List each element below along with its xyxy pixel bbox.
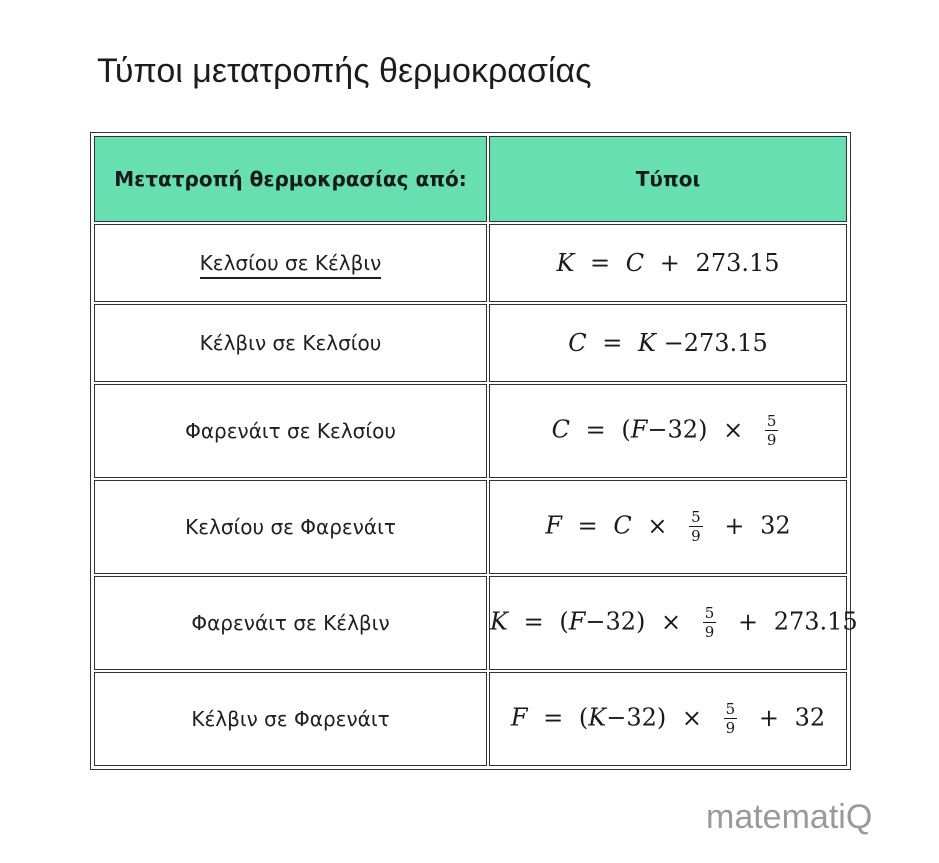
table-row [94, 480, 847, 574]
formula-term: 273.15 [773, 607, 858, 636]
column-header-conversion: Μετατροπή θερμοκρασίας από: [94, 136, 487, 222]
formula-operator: = [590, 249, 611, 278]
formula-variable: F [630, 415, 648, 444]
formula-term: 273.15 [683, 329, 768, 358]
row-label-cell: Φαρενάιτ σε Κέλβιν [94, 576, 487, 670]
formula-operator: = [602, 329, 623, 358]
table-row [94, 384, 847, 478]
formula-operator: × [647, 511, 668, 540]
page-title: Τύποι μετατροπής θερμοκρασίας [97, 52, 592, 90]
table-row [94, 224, 847, 302]
formula-term: − [647, 415, 668, 444]
formula-term: 273.15 [695, 249, 780, 278]
formula-operator: + [758, 703, 779, 732]
formula-cell [489, 304, 847, 382]
formula-term: ( [559, 607, 569, 636]
formula-term: − [663, 329, 684, 358]
formula-term: ) [698, 415, 708, 444]
formula-operator: = [585, 415, 606, 444]
formula-term: ) [636, 607, 646, 636]
fraction: $\frac{5}{9}$ [691, 508, 701, 546]
row-label-cell: Κέλβιν σε Κελσίου [94, 304, 487, 382]
table-header-row [94, 136, 847, 222]
row-label-cell [94, 224, 487, 302]
table-row [94, 576, 847, 670]
formula-term: ) [656, 703, 667, 732]
formula-term: 32 [626, 703, 657, 732]
formula-operator: + [659, 249, 680, 278]
celsius-to-kelvin-link[interactable]: Κελσίου σε Κέλβιν [200, 251, 382, 279]
formula-term: − [585, 607, 606, 636]
formula-cell [489, 480, 847, 574]
formula-variable: F [568, 607, 586, 636]
conversion-table [90, 132, 858, 770]
formula-term: 32 [605, 607, 637, 636]
formula-variable: K [588, 703, 607, 732]
formula-cell [489, 224, 847, 302]
table-row [94, 672, 847, 766]
table-row [94, 304, 847, 382]
formula-cell [489, 576, 858, 670]
formula-term: 32 [794, 703, 826, 732]
formula-variable: F [545, 511, 562, 540]
formula-variable: C [613, 511, 632, 540]
row-label-cell: Κέλβιν σε Φαρενάιτ [94, 672, 487, 766]
formula-cell [489, 672, 847, 766]
formula-variable: K [556, 249, 575, 278]
formula-variable: F [510, 703, 528, 732]
fraction: $\frac{5}{9}$ [766, 412, 777, 450]
formula-cell [489, 384, 847, 478]
formula-operator: × [681, 703, 702, 732]
row-label-cell: Φαρενάιτ σε Κελσίου [94, 384, 487, 478]
formula-term: ( [578, 703, 589, 732]
row-label-cell: Κελσίου σε Φαρενάιτ [94, 480, 487, 574]
formula-term: ( [621, 415, 631, 444]
formula-operator: = [577, 511, 598, 540]
formula-operator: × [723, 415, 744, 444]
formula-operator: = [543, 703, 564, 732]
formula-operator: + [724, 511, 745, 540]
formula-variable: K [638, 329, 656, 358]
brand-watermark: matematiQ [706, 798, 873, 836]
formula-variable: C [625, 249, 645, 278]
column-header-formulas: Τύποι [489, 136, 847, 222]
formula-term: 32 [667, 415, 699, 444]
formula-operator: = [523, 607, 544, 636]
formula-term: 32 [760, 511, 791, 540]
formula-operator: × [661, 607, 682, 636]
formula-term: − [606, 703, 627, 732]
formula-variable: C [568, 329, 587, 358]
formula-operator: + [737, 607, 759, 636]
formula-variable: K [490, 607, 508, 636]
formula-variable: C [551, 415, 570, 444]
fraction: $\frac{5}{9}$ [704, 604, 715, 642]
fraction: $\frac{5}{9}$ [725, 700, 736, 738]
